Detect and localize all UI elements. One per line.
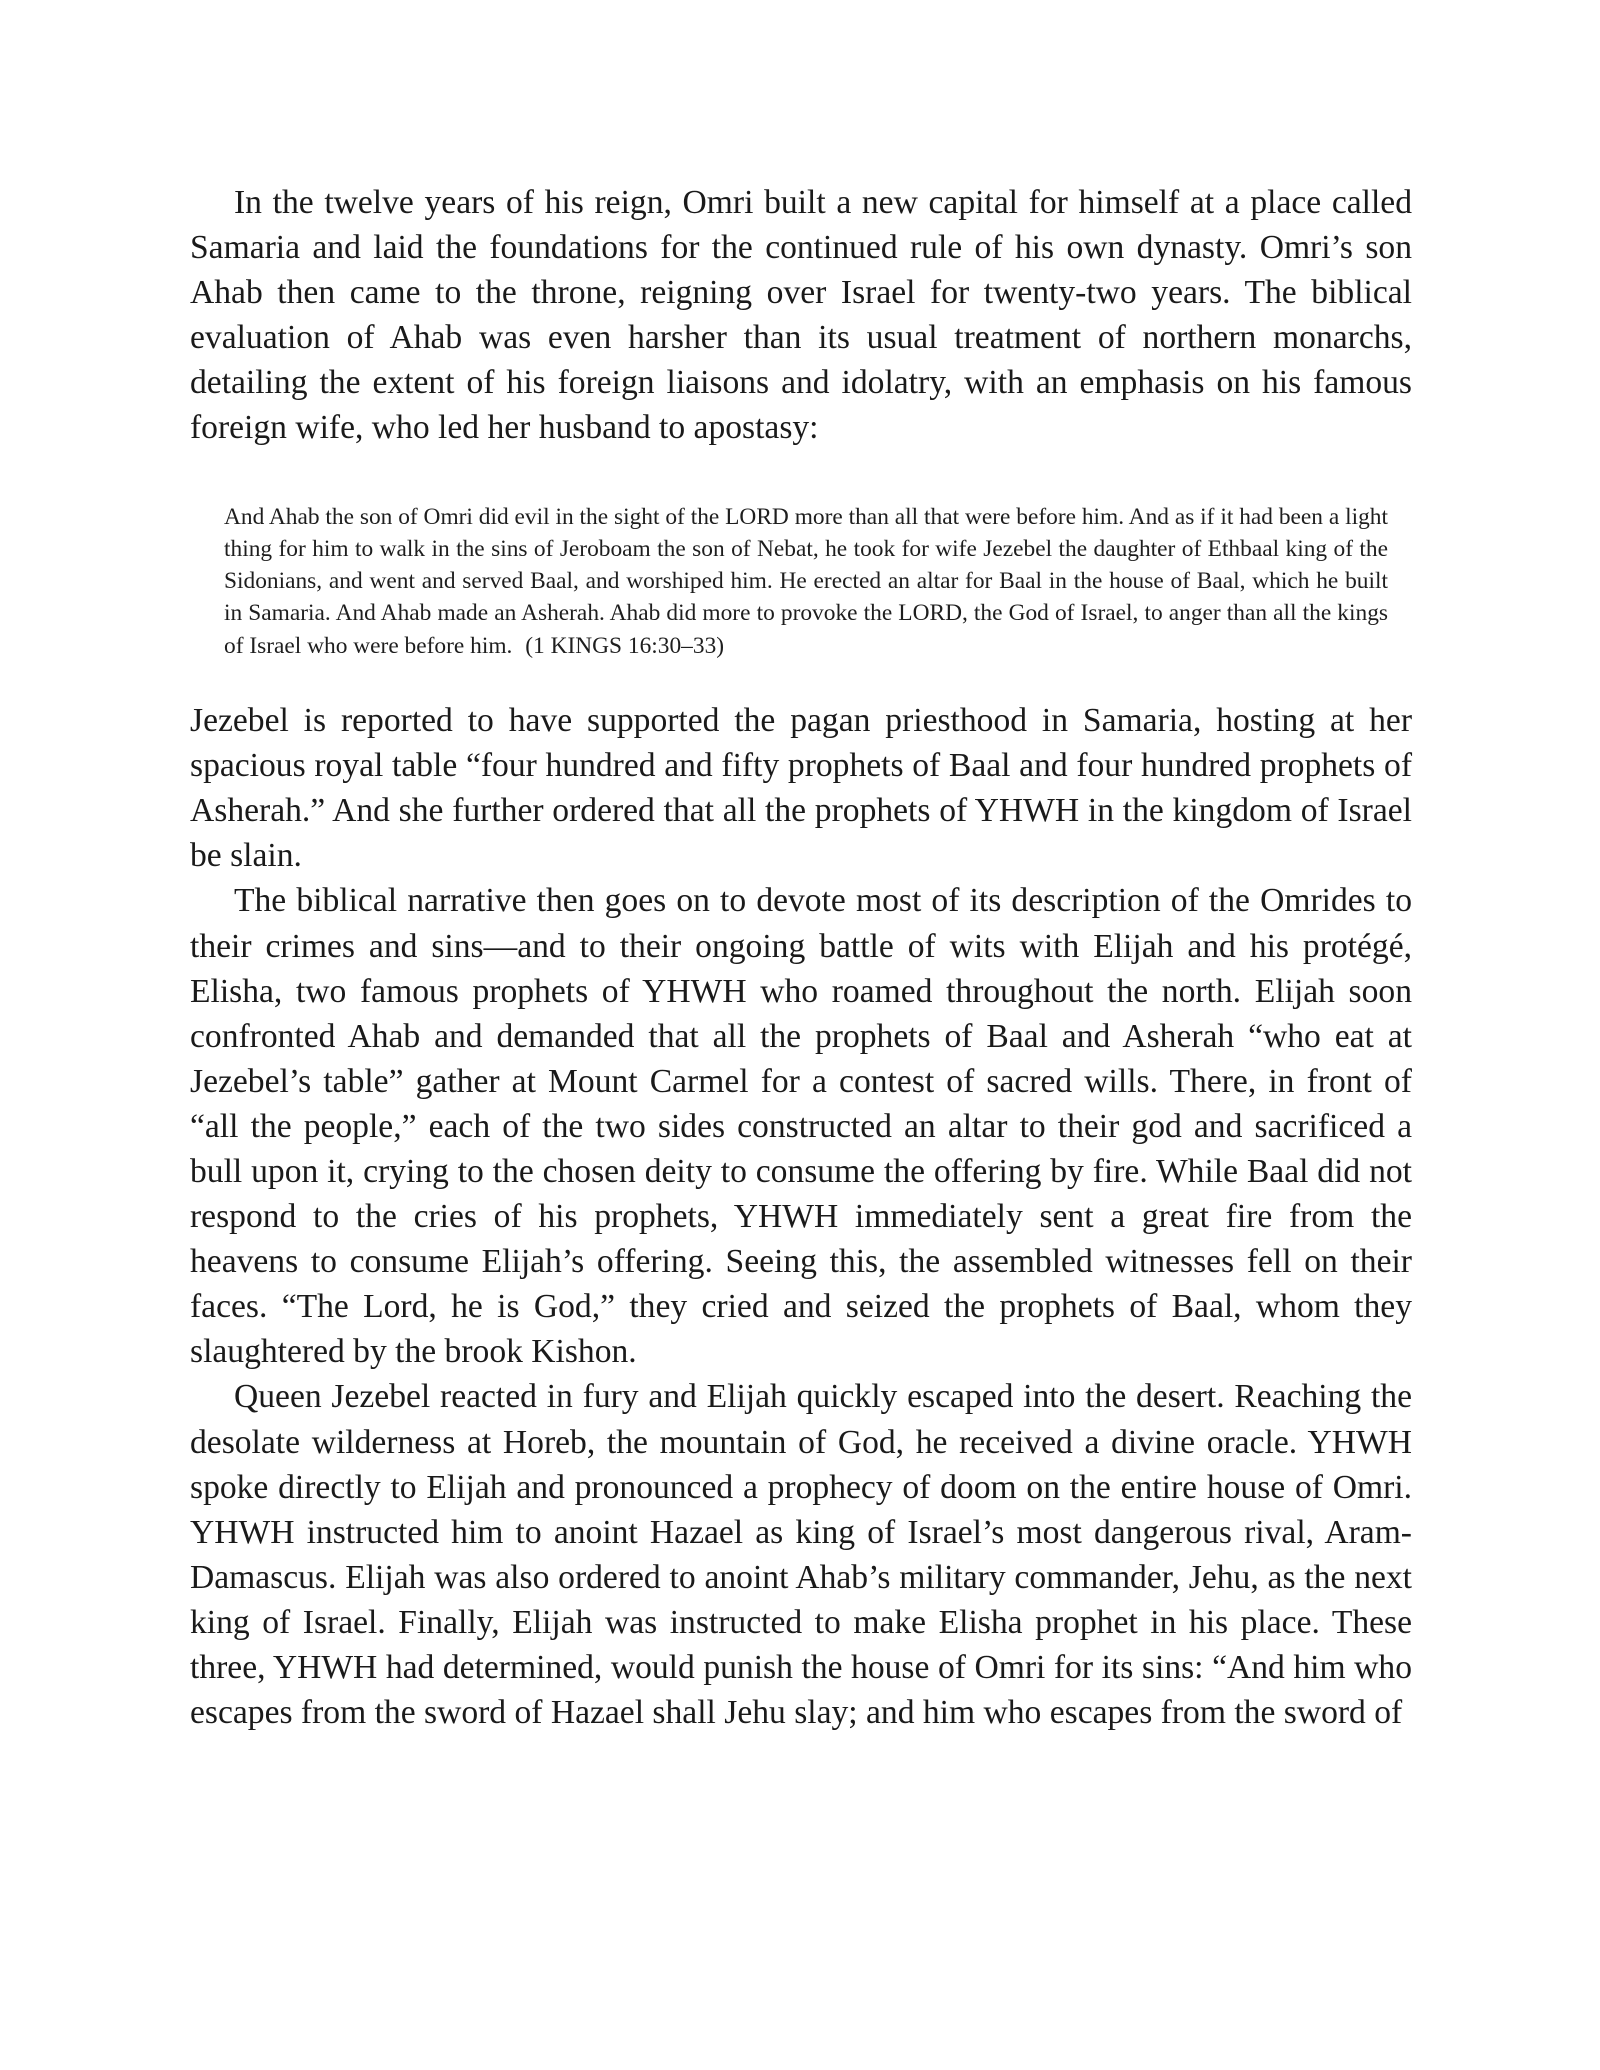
body-paragraph-elijah-carmel: The biblical narrative then goes on to devote most of its description of the Omrides to their crimes and sins—and to their ongoing battle of wits with Elijah and his protégé, Elisha, two famous prophets of YHWH who roamed throughout the north. Elijah soon confronted Ahab and demanded that all the prophets of Baal and Asherah “who eat at Jezebel’s table” gather at Mount Carmel for a contest of sacred wills. There, in front of “all the people,” each of the two sides constructed an altar to their god and sacrificed a bull upon it, crying to the chosen deity to consume the offering by fire. While Baal did not respond to the cries of his prophets, YHWH immediately sent a great fire from the heavens to consume Elijah’s offering. Seeing this, the assembled witnesses fell on their faces. “The Lord, he is God,” they cried and seized the prophets of Baal, whom they slaughtered by the brook Kishon. [190, 882, 1412, 1371]
block-quote-text: And Ahab the son of Omri did evil in the sight of the LORD more than all that were before him. And as if it had been a light thing for him to walk in the sins of Jeroboam the son of Nebat, he took for wife Jezebel the daughter of Ethbaal king of the Sidonians, and went and served Baal, and worshiped him. He erected an altar for Baal in the house of Baal, which he built in Samaria. And Ahab made an Asherah. Ahab did more to provoke the LORD, the God of Israel, to anger than all the kings of Israel who were before him. [224, 503, 1388, 659]
body-paragraph-jezebel: Jezebel is reported to have supported the pagan priesthood in Samaria, hosting at her spacious royal table “four hundred and fifty prophets of Baal and four hundred prophets of Asherah.” And she further ordered that all the prophets of YHWH in the kingdom of Israel be slain. [190, 702, 1412, 875]
body-paragraph-omri-ahab: In the twelve years of his reign, Omri built a new capital for himself at a place called Samaria and laid the foundations for the continued rule of his own dynasty. Omri’s son Ahab then came to the throne, reigning over Israel for twenty-two years. The biblical evaluation of Ahab was even harsher than its usual treatment of northern monarchs, detailing the extent of his foreign liaisons and idolatry, with an emphasis on his famous foreign wife, who led her husband to apostasy: [190, 184, 1412, 447]
body-paragraph-horeb-oracle: Queen Jezebel reacted in fury and Elijah quickly escaped into the desert. Reaching the desolate wilderness at Horeb, the mountain of God, he received a divine oracle. YHWH spoke directly to Elijah and pronounced a prophecy of doom on the entire house of Omri. YHWH instructed him to anoint Hazael as king of Israel’s most dangerous rival, Aram-Damascus. Elijah was also ordered to anoint Ahab’s military commander, Jehu, as the next king of Israel. Finally, Elijah was instructed to make Elisha prophet in his place. These three, YHWH had determined, would punish the house of Omri for its sins: “And him who escapes from the sword of Hazael shall Jehu slay; and him who escapes from the sword of [190, 1378, 1412, 1732]
book-page [190, 180, 1412, 1735]
scripture-block-quote [224, 501, 1388, 662]
block-quote-citation: (1 KINGS 16:30–33) [525, 632, 725, 659]
